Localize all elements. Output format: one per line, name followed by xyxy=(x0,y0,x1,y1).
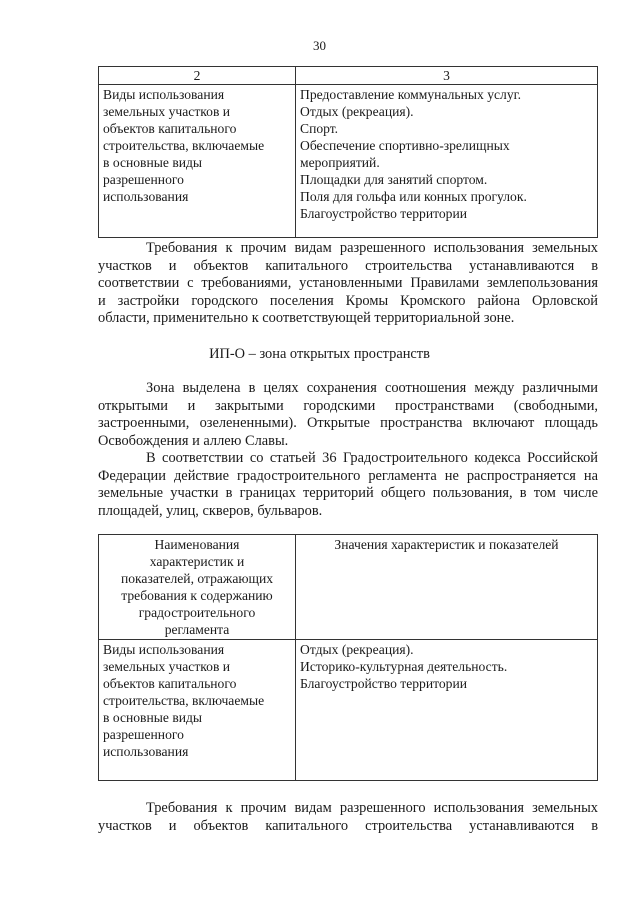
table-header-row xyxy=(99,535,598,640)
table-header-row xyxy=(99,67,598,85)
paragraph-zone-description: Зона выделена в целях сохранения соотношения между различными открытыми и закрытыми городскими пространствами (свободными, застроенными, озелененными). Открытые пространства включают площадь Освобождения и аллею Славы. xyxy=(98,380,598,449)
characteristics-name-header: Наименования характеристик и показателей, отражающих требования к содержанию градостроительного регламента xyxy=(99,535,296,640)
land-use-table-continued xyxy=(98,66,598,238)
paragraph-other-uses-requirements-2: Требования к прочим видам разрешенного использования земельных участков и объектов капитального строительства устанавливаются в xyxy=(98,800,598,834)
zone-heading: ИП-О – зона открытых пространств xyxy=(209,346,430,362)
paragraph-urban-code-article: В соответствии со статьей 36 Градостроительного кодекса Российской Федерации действие градостроительного регламента не распространяется на земельные участки в границах территорий общего пользования, в том числе площадей, улиц, скверов, бульваров. xyxy=(98,450,598,519)
column-number-2: 2 xyxy=(99,67,296,85)
land-use-type-cell: Виды использования земельных участков и объектов капитального строительства, включаемые в основные виды разрешенного использования xyxy=(99,640,296,781)
table-row xyxy=(99,640,598,781)
permitted-uses-cell: Предоставление коммунальных услуг. Отдых (рекреация). Спорт. Обеспечение спортивно-зрелищных мероприятий. Площадки для занятий спортом. Поля для гольфа или конных прогулок. Благоустройство территории xyxy=(296,85,598,238)
table-row xyxy=(99,85,598,238)
page-number: 30 xyxy=(313,38,326,53)
characteristics-values-header: Значения характеристик и показателей xyxy=(296,535,598,640)
land-use-type-cell: Виды использования земельных участков и объектов капитального строительства, включаемые в основные виды разрешенного использования xyxy=(99,85,296,238)
column-number-3: 3 xyxy=(296,67,598,85)
permitted-uses-cell: Отдых (рекреация). Историко-культурная деятельность. Благоустройство территории xyxy=(296,640,598,781)
zone-characteristics-table xyxy=(98,534,598,781)
paragraph-other-uses-requirements: Требования к прочим видам разрешенного использования земельных участков и объектов капитального строительства устанавливаются в соответствии с требованиями, установленными Правилами землепользования и застройки городского поселения Кромы Кромского района Орловской области, применительно к соответствующей территориальной зоне. xyxy=(98,240,598,326)
